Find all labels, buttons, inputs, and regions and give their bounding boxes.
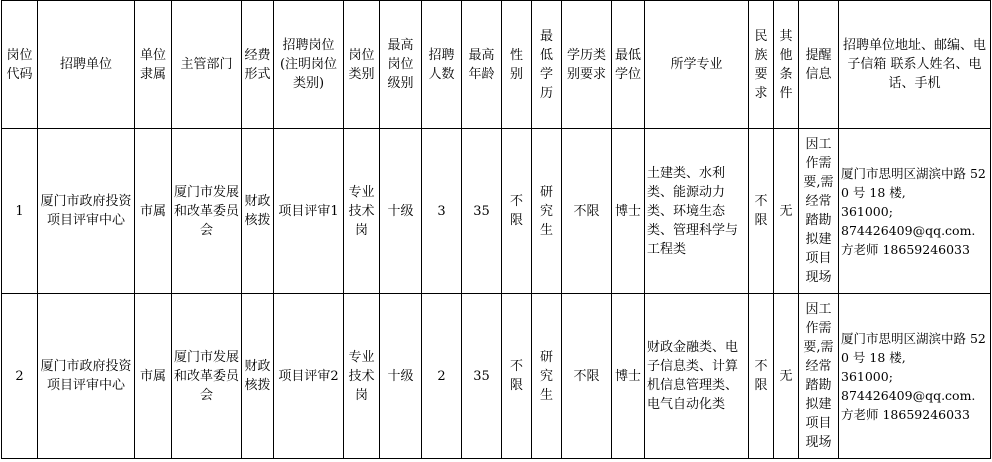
cell-position: 项目评审2 — [274, 294, 344, 459]
cell-funding: 财政核拨 — [242, 294, 274, 459]
contact-address: 厦门市思明区湖滨中路 520 号 18 楼, — [841, 165, 986, 200]
cell-edu-type: 不限 — [562, 294, 612, 459]
header-affiliation: 单位隶属 — [135, 1, 172, 129]
cell-major: 财政金融类、电子信息类、计算机信息管理类、电气自动化类 — [645, 294, 749, 459]
cell-category: 专业技术岗 — [344, 129, 380, 294]
header-unit: 招聘单位 — [38, 1, 135, 129]
cell-age: 35 — [462, 129, 502, 294]
cell-contact — [839, 129, 991, 294]
cell-count: 3 — [422, 129, 462, 294]
cell-remind: 因工作需要,需经常踏勘拟建项目现场 — [799, 294, 839, 459]
cell-other: 无 — [774, 129, 799, 294]
cell-code: 2 — [2, 294, 38, 459]
cell-position: 项目评审1 — [274, 129, 344, 294]
contact-email: 874426409@qq.com. — [841, 387, 976, 403]
cell-category: 专业技术岗 — [344, 294, 380, 459]
header-edu-type: 学历类别要求 — [562, 1, 612, 129]
cell-degree: 博士 — [612, 129, 645, 294]
header-row — [2, 1, 991, 129]
cell-contact — [839, 294, 991, 459]
cell-edu: 研究生 — [532, 129, 562, 294]
header-age: 最高年龄 — [462, 1, 502, 129]
contact-zip: 361000; — [841, 368, 893, 384]
cell-count: 2 — [422, 294, 462, 459]
cell-affiliation: 市属 — [135, 294, 172, 459]
cell-ethnic: 不限 — [749, 129, 774, 294]
header-position: 招聘岗位(注明岗位类别) — [274, 1, 344, 129]
cell-age: 35 — [462, 294, 502, 459]
header-category: 岗位类别 — [344, 1, 380, 129]
header-remind: 提醒信息 — [799, 1, 839, 129]
cell-level: 十级 — [380, 294, 422, 459]
cell-funding: 财政核拨 — [242, 129, 274, 294]
cell-gender: 不限 — [502, 294, 532, 459]
header-count: 招聘人数 — [422, 1, 462, 129]
cell-dept: 厦门市发展和改革委员会 — [172, 294, 242, 459]
cell-remind: 因工作需要,需经常踏勘拟建项目现场 — [799, 129, 839, 294]
cell-dept: 厦门市发展和改革委员会 — [172, 129, 242, 294]
cell-ethnic: 不限 — [749, 294, 774, 459]
cell-unit: 厦门市政府投资项目评审中心 — [38, 129, 135, 294]
table-row — [2, 129, 991, 294]
contact-person: 方老师 18659246033 — [841, 241, 970, 257]
header-contact: 招聘单位地址、邮编、电子信箱 联系人姓名、电话、手机 — [839, 1, 991, 129]
cell-code: 1 — [2, 129, 38, 294]
contact-address: 厦门市思明区湖滨中路 520 号 18 楼, — [841, 330, 986, 365]
cell-gender: 不限 — [502, 129, 532, 294]
header-funding: 经费形式 — [242, 1, 274, 129]
cell-edu: 研究生 — [532, 294, 562, 459]
cell-edu-type: 不限 — [562, 129, 612, 294]
cell-level: 十级 — [380, 129, 422, 294]
cell-unit: 厦门市政府投资项目评审中心 — [38, 294, 135, 459]
contact-zip: 361000; — [841, 203, 893, 219]
header-edu: 最低学历 — [532, 1, 562, 129]
cell-other: 无 — [774, 294, 799, 459]
header-dept: 主管部门 — [172, 1, 242, 129]
cell-degree: 博士 — [612, 294, 645, 459]
header-other: 其他条件 — [774, 1, 799, 129]
header-level: 最高岗位级别 — [380, 1, 422, 129]
cell-major: 土建类、水利类、能源动力类、环境生态类、管理科学与工程类 — [645, 129, 749, 294]
header-code: 岗位代码 — [2, 1, 38, 129]
contact-person: 方老师 18659246033 — [841, 406, 970, 422]
table-row — [2, 294, 991, 459]
header-ethnic: 民族要求 — [749, 1, 774, 129]
header-major: 所学专业 — [645, 1, 749, 129]
recruitment-table — [1, 0, 991, 459]
contact-email: 874426409@qq.com. — [841, 222, 976, 238]
header-gender: 性别 — [502, 1, 532, 129]
header-degree: 最低学位 — [612, 1, 645, 129]
cell-affiliation: 市属 — [135, 129, 172, 294]
